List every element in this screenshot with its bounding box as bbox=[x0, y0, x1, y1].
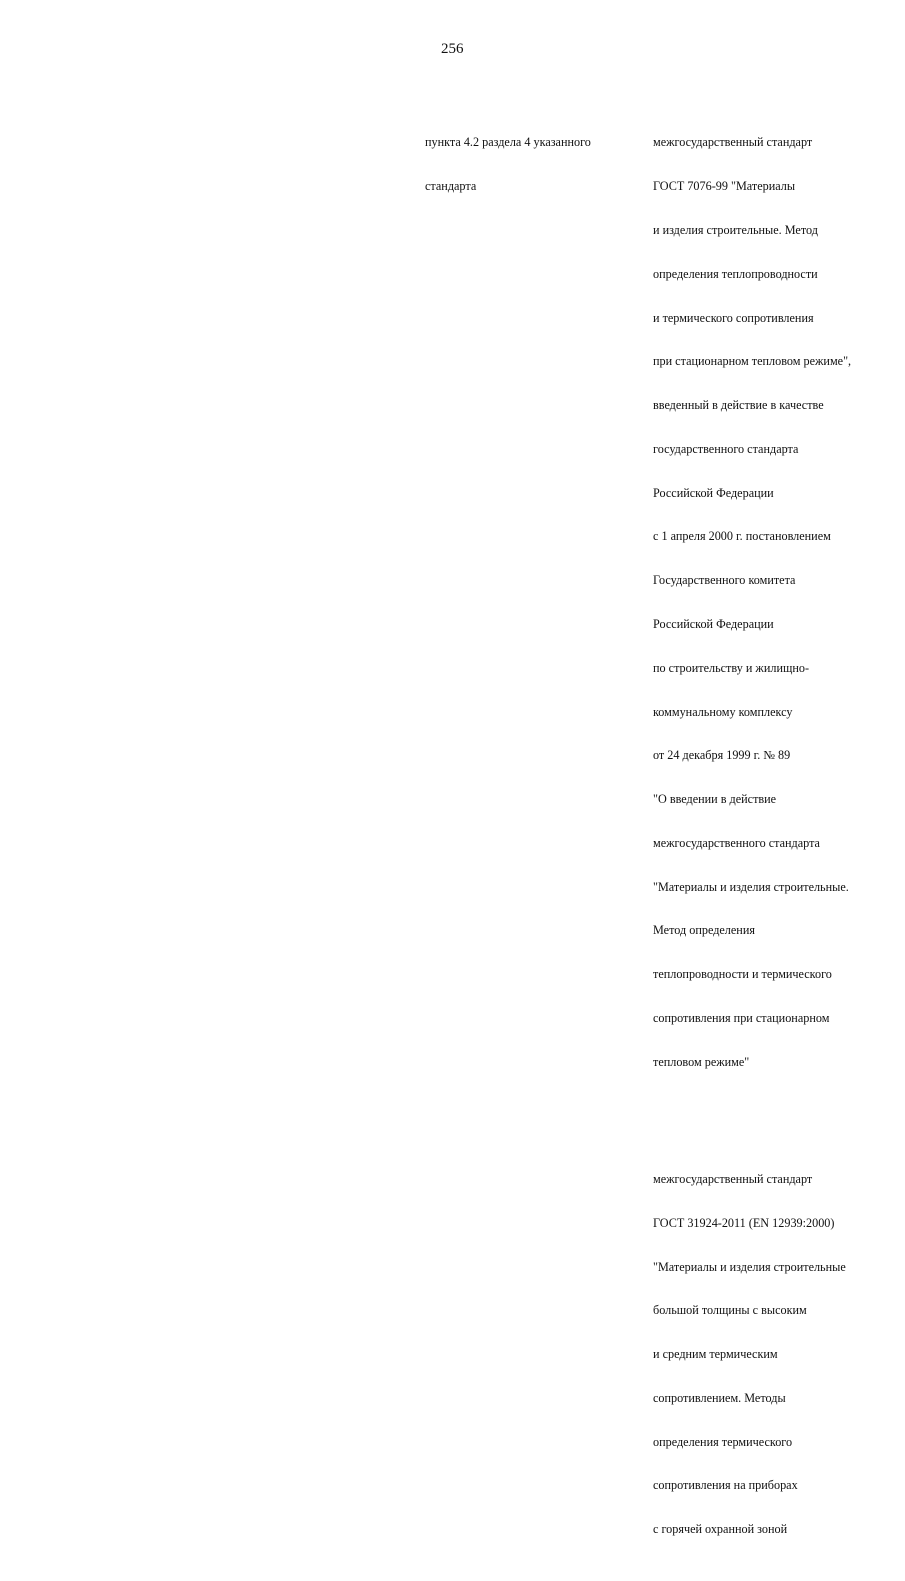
text-line: межгосударственного стандарта bbox=[653, 835, 820, 850]
text-line: Государственного комитета bbox=[653, 573, 796, 588]
text-line: с 1 апреля 2000 г. постановлением bbox=[653, 529, 831, 544]
left-column bbox=[425, 77, 591, 238]
text-line: сопротивления при стационарном bbox=[653, 1011, 830, 1025]
text-line: ГОСТ 7076-99 "Материалы bbox=[653, 179, 796, 194]
text-line: стандарта bbox=[425, 179, 477, 194]
standard-gost-31924-block bbox=[653, 1143, 851, 1566]
text-line: Метод определения bbox=[653, 923, 755, 938]
left-text-block bbox=[425, 106, 591, 223]
text-line: тепловом режиме" bbox=[653, 1054, 750, 1069]
text-line: "Материалы и изделия строительные bbox=[653, 1259, 846, 1274]
right-column bbox=[653, 77, 851, 1581]
text-line: и изделия строительные. Метод bbox=[653, 222, 818, 237]
text-line: теплопроводности и термического bbox=[653, 967, 832, 982]
text-line: межгосударственный стандарт bbox=[653, 1171, 813, 1186]
text-line: межгосударственный стандарт bbox=[653, 135, 813, 150]
text-line: с горячей охранной зоной bbox=[653, 1522, 788, 1537]
page-number: 256 bbox=[441, 41, 464, 57]
text-line: "О введении в действие bbox=[653, 792, 777, 807]
text-line: коммунальному комплексу bbox=[653, 704, 793, 719]
text-line: от 24 декабря 1999 г. № 89 bbox=[653, 748, 791, 763]
text-line: Российской Федерации bbox=[653, 616, 774, 631]
text-line: большой толщины с высоким bbox=[653, 1303, 807, 1318]
text-line: и средним термическим bbox=[653, 1347, 778, 1362]
text-line: при стационарном тепловом режиме", bbox=[653, 354, 852, 369]
text-line: ГОСТ 31924-2011 (EN 12939:2000) bbox=[653, 1215, 835, 1230]
text-line: определения термического bbox=[653, 1434, 793, 1449]
text-line: "Материалы и изделия строительные. bbox=[653, 879, 849, 894]
standard-gost-7076-block bbox=[653, 106, 851, 1098]
text-line: пункта 4.2 раздела 4 указанного bbox=[425, 135, 591, 150]
text-line: Российской Федерации bbox=[653, 485, 774, 500]
text-line: сопротивлением. Методы bbox=[653, 1390, 786, 1405]
text-line: определения теплопроводности bbox=[653, 266, 818, 281]
text-line: введенный в действие в качестве bbox=[653, 398, 824, 413]
text-line: и термического сопротивления bbox=[653, 310, 814, 325]
text-line: по строительству и жилищно- bbox=[653, 660, 810, 675]
text-line: сопротивления на приборах bbox=[653, 1478, 798, 1493]
text-line: государственного стандарта bbox=[653, 441, 799, 456]
